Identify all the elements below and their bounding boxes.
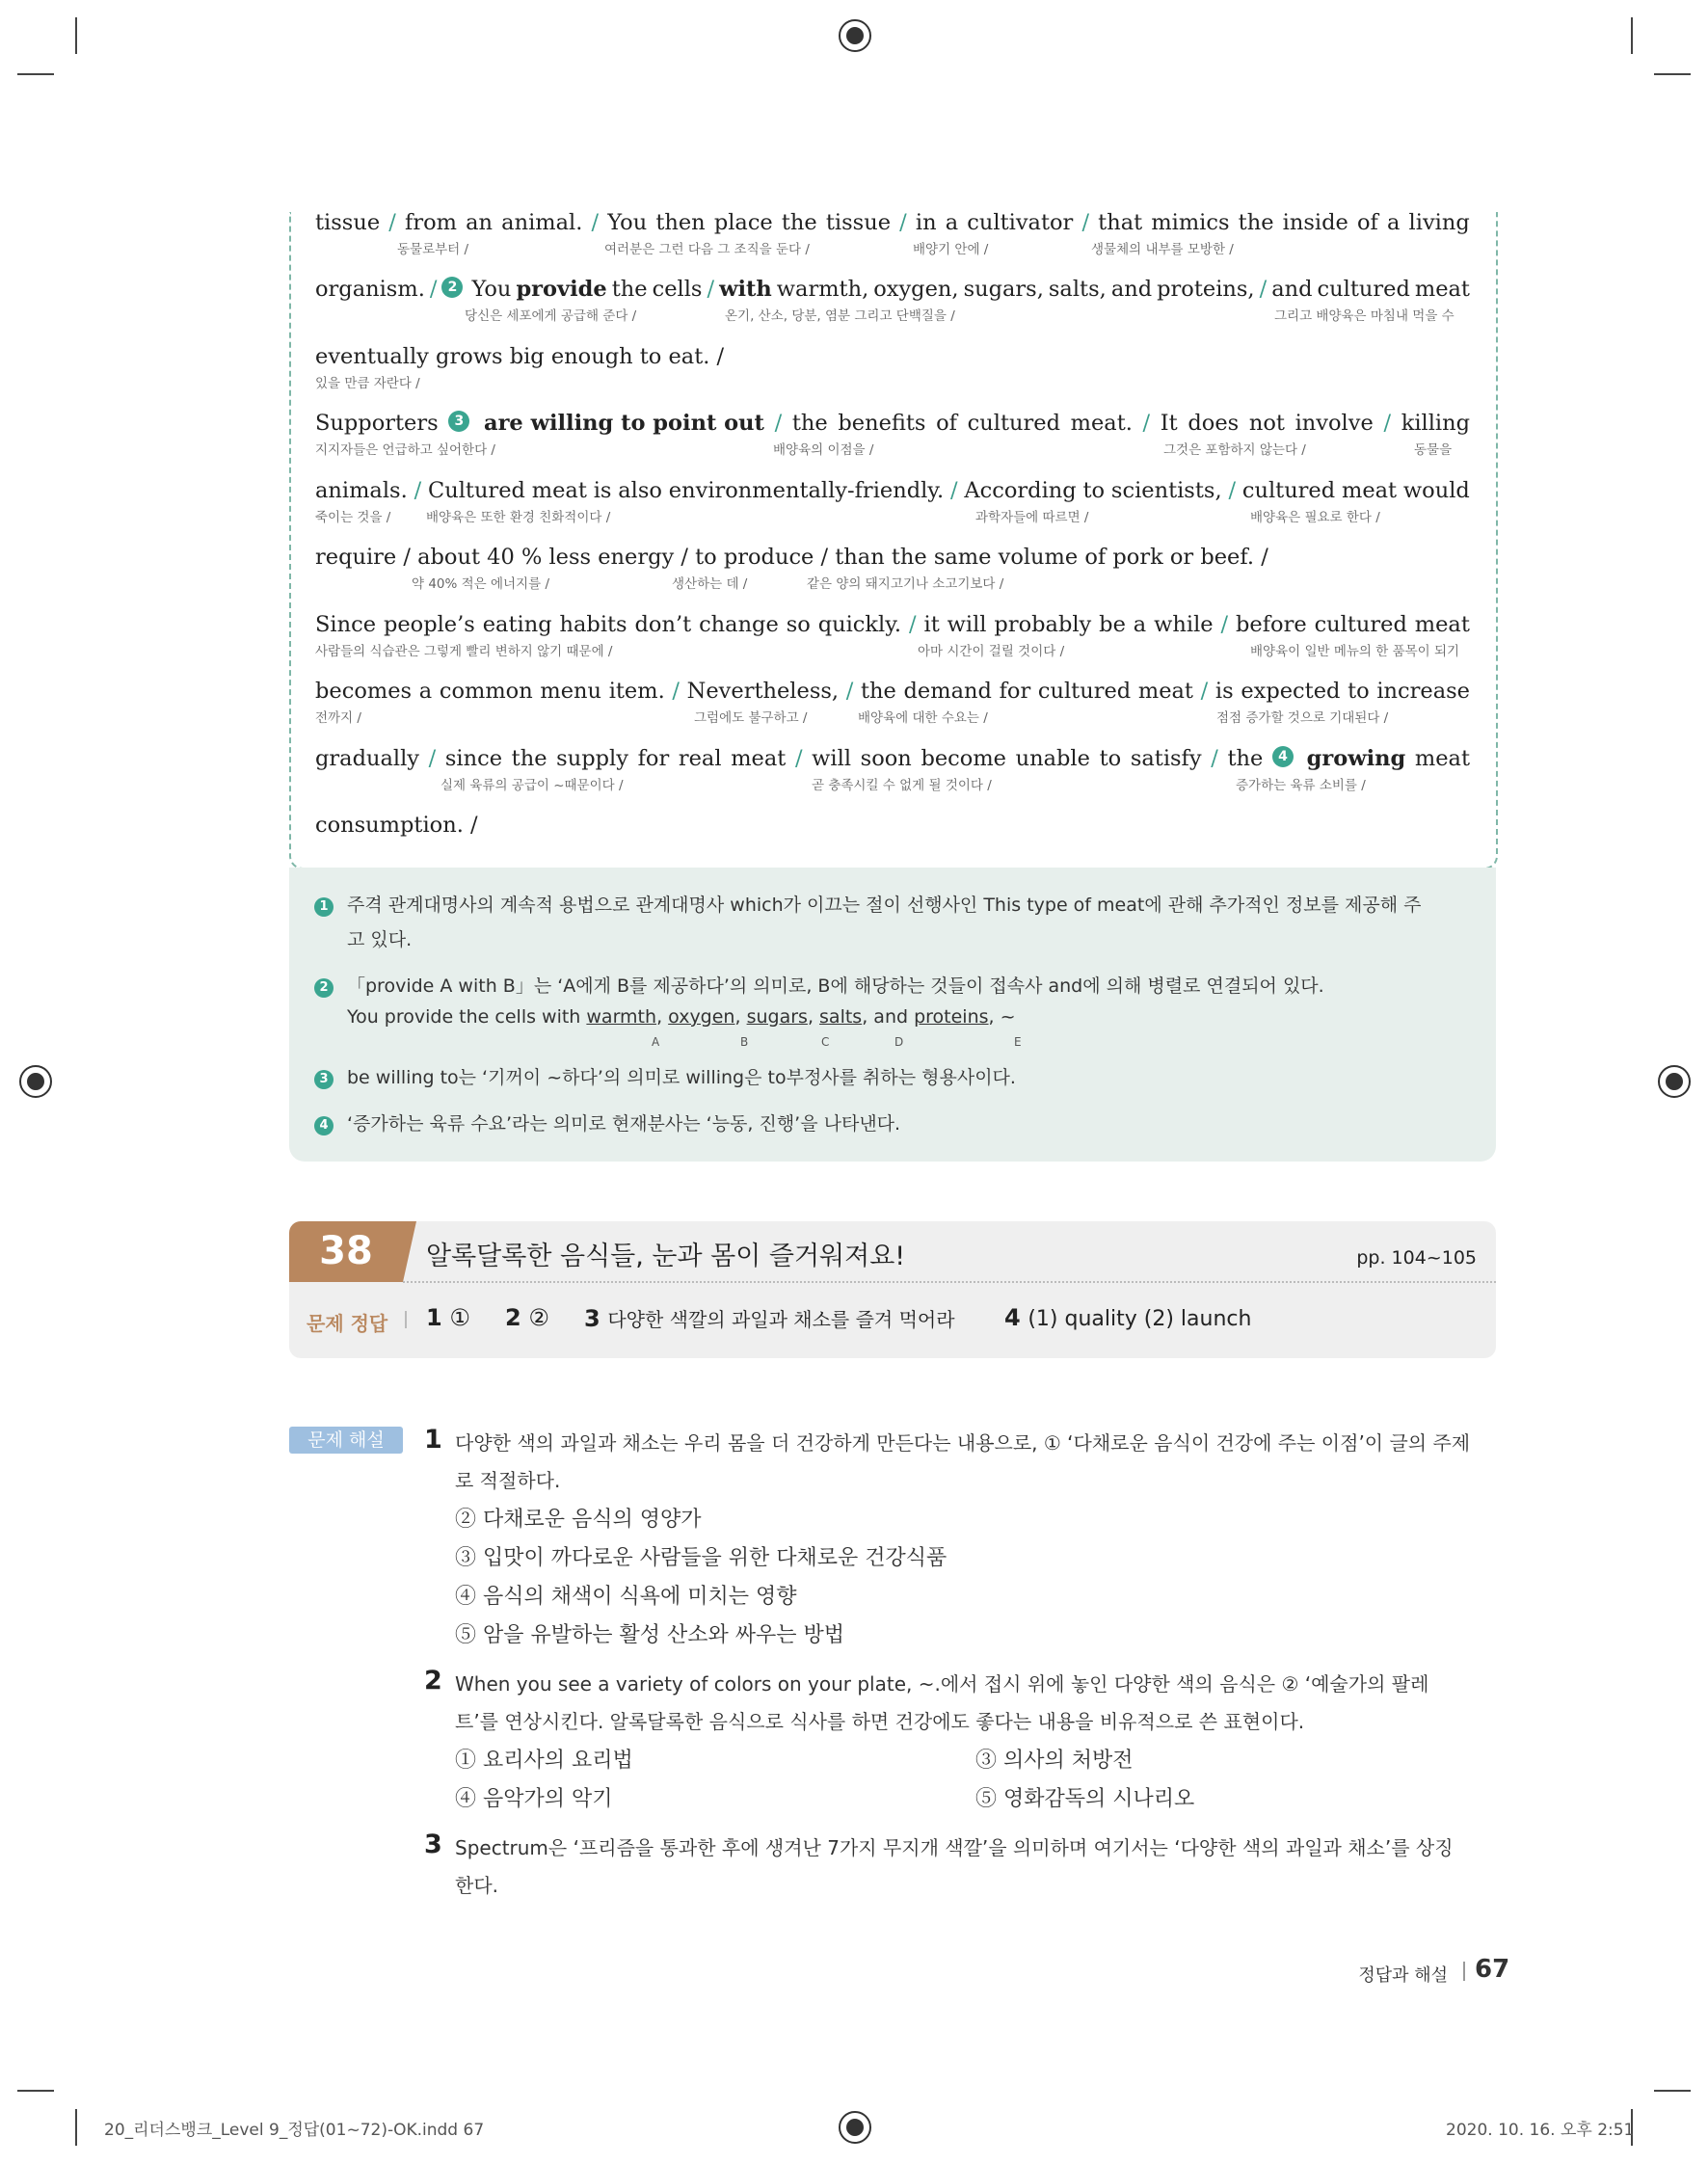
example-word-b: oxygen: [668, 1006, 735, 1028]
answer-2: 2 ②: [505, 1304, 549, 1331]
question-3-text-continued: 한다.: [455, 1874, 498, 1897]
chunk-slash: /: [388, 210, 396, 235]
english-word: while: [1154, 612, 1214, 637]
example-word-c: sugars: [746, 1006, 808, 1028]
english-word: place: [713, 210, 773, 235]
chunk-slash: /: [1383, 411, 1392, 436]
question-2-text-continued: 트’를 연상시킨다. 알록달록한 음식으로 식사를 하면 건강에도 좋다는 내용을 비유적으로 쓴 표현이다.: [455, 1710, 1305, 1733]
english-word: cultivator: [967, 210, 1074, 235]
chunk-slash: /: [707, 277, 715, 302]
english-word: cultured: [1037, 679, 1132, 704]
english-word: meat.: [1070, 411, 1133, 436]
english-word: supply: [556, 746, 628, 771]
english-word: oxygen,: [873, 277, 959, 302]
english-word: soon: [860, 746, 912, 771]
english-word: and: [1271, 277, 1313, 302]
english-word: Supporters: [315, 411, 439, 436]
header-divider: [403, 1281, 1496, 1283]
example-suffix: , ~: [988, 1006, 1016, 1028]
english-word: does: [1188, 411, 1240, 436]
english-word: consumption. /: [315, 813, 478, 838]
q1-option: ④ 음식의 채색이 식욕에 미치는 영향: [455, 1585, 797, 1609]
note-1-text: 주격 관계대명사의 계속적 용법으로 관계대명사 which가 이끄는 절이 선행사인 This type of meat에 관해 추가적인 정보를 제공해 주: [347, 895, 1422, 916]
english-word: an: [466, 210, 494, 235]
example-word-e: proteins: [914, 1006, 989, 1028]
english-word: meat: [531, 478, 587, 503]
note-3: [314, 1063, 1016, 1089]
english-line: [315, 612, 1470, 637]
chunk-slash: /: [774, 411, 783, 436]
korean-gloss: 여러분은 그런 다음 그 조직을 둔다 /: [604, 242, 810, 257]
reading-line: [315, 277, 1470, 344]
reading-line: [315, 210, 1470, 278]
korean-gloss: 약 40% 적은 에너지를 /: [412, 576, 550, 592]
explanation-badge: 문제 해설: [289, 1427, 403, 1454]
chunk-slash: /: [1220, 612, 1229, 637]
english-word: not: [1248, 411, 1285, 436]
english-word: cultured: [1241, 478, 1336, 503]
english-word: meat: [1414, 746, 1470, 771]
file-slug: 20_리더스뱅크_Level 9_정답(01~72)-OK.indd 67: [104, 2121, 485, 2140]
section-pages: pp. 104~105: [1356, 1247, 1477, 1269]
english-word: sugars,: [963, 277, 1044, 302]
note-4: [314, 1109, 900, 1135]
english-line: [315, 545, 1470, 570]
chunk-slash: /: [1081, 210, 1090, 235]
chunk-slash: /: [909, 612, 917, 637]
english-word: tissue: [315, 210, 381, 235]
example-and: and: [873, 1006, 909, 1028]
section-header: [289, 1221, 1496, 1358]
crop-mark: [17, 73, 54, 75]
label-b: B: [740, 1035, 749, 1049]
english-word: in: [915, 210, 937, 235]
english-word: gradually: [315, 746, 419, 771]
english-word: cultured: [1317, 277, 1410, 302]
english-word: be: [1099, 612, 1126, 637]
footer-label: 정답과 해설: [1358, 1965, 1448, 1986]
note-number-3: 3: [314, 1070, 334, 1089]
crop-mark: [1631, 17, 1633, 54]
example-word-a: warmth: [586, 1006, 657, 1028]
korean-gloss: 배양육의 이점을 /: [773, 442, 874, 458]
question-1-text-continued: 로 적절하다.: [455, 1469, 561, 1492]
chunk-slash: /: [794, 746, 803, 771]
section-title: 알록달록한 음식들, 눈과 몸이 즐거워져요!: [426, 1242, 906, 1271]
english-line: [315, 210, 1470, 235]
english-word: Nevertheless,: [686, 679, 840, 704]
korean-gloss: 전까지 /: [315, 710, 361, 726]
label-d: D: [894, 1035, 904, 1049]
reading-line: [315, 344, 1470, 412]
english-word: animal.: [501, 210, 583, 235]
english-word: before: [1236, 612, 1307, 637]
english-word: is: [593, 478, 612, 503]
english-word: organism.: [315, 277, 425, 302]
english-word: meat: [1414, 277, 1470, 302]
english-line: [315, 478, 1470, 503]
korean-gloss: 지지자들은 언급하고 싶어한다 /: [315, 442, 495, 458]
english-word: eating: [482, 612, 552, 637]
english-word: don’t: [634, 612, 692, 637]
chunk-slash: /: [1259, 277, 1268, 302]
english-word: real: [678, 746, 722, 771]
label-e: E: [1014, 1035, 1022, 1049]
registration-mark-icon: [839, 2111, 871, 2144]
english-word: of: [936, 411, 958, 436]
korean-gloss: 곧 충족시킬 수 없게 될 것이다 /: [812, 778, 992, 793]
english-word: that: [1098, 210, 1143, 235]
question-3-text: Spectrum은 ‘프리즘을 통과한 후에 생겨난 7가지 무지개 색깔’을 의미하며 여기서는 ‘다양한 색의 과일과 채소’를 상징: [455, 1836, 1454, 1859]
english-word: environmentally-friendly.: [668, 478, 945, 503]
answer-4: 4 (1) quality (2) launch: [1004, 1304, 1252, 1331]
example-prefix: You provide the cells with: [347, 1006, 587, 1028]
english-word: becomes: [315, 679, 413, 704]
english-word: animals.: [315, 478, 408, 503]
note-number-1: 1: [314, 897, 334, 917]
english-word: cells: [652, 277, 703, 302]
chunk-slash: /: [672, 679, 680, 704]
crop-mark: [1654, 73, 1691, 75]
english-word: warmth,: [776, 277, 869, 302]
chunk-slash: /: [428, 746, 437, 771]
english-word: for: [999, 679, 1031, 704]
english-word: You: [471, 277, 512, 302]
english-word: item.: [608, 679, 665, 704]
english-word: the: [1238, 210, 1274, 235]
english-word: probably: [994, 612, 1092, 637]
english-word: Cultured: [428, 478, 525, 503]
english-word: from: [405, 210, 457, 235]
english-word: then: [655, 210, 706, 235]
english-word: cultured: [967, 411, 1060, 436]
english-word: and: [1110, 277, 1153, 302]
crop-mark: [1654, 2090, 1691, 2092]
english-word: change: [699, 612, 779, 637]
english-word: inside: [1282, 210, 1348, 235]
english-word: require / about 40 % less energy / to produce / than the same volume of pork or beef. /: [315, 545, 1268, 570]
english-word: it: [923, 612, 940, 637]
korean-gloss: 생산하는 데 /: [672, 576, 748, 592]
note-2: [314, 972, 1324, 998]
korean-gloss: 실제 육류의 공급이 ~때문이다 /: [440, 778, 624, 793]
english-line: [315, 679, 1470, 704]
english-word: growing: [1306, 746, 1406, 771]
print-timestamp: 2020. 10. 16. 오후 2:51: [1446, 2121, 1635, 2140]
korean-gloss: 배양기 안에 /: [913, 242, 989, 257]
footer-divider: [1463, 1962, 1465, 1981]
english-word: mimics: [1151, 210, 1230, 235]
crop-mark: [75, 2109, 77, 2146]
english-word: will: [812, 746, 852, 771]
reading-line: [315, 746, 1470, 814]
english-line: [315, 344, 1470, 369]
english-word: for: [637, 746, 670, 771]
answer-1: 1 ①: [426, 1304, 470, 1331]
english-word: to: [1099, 746, 1122, 771]
english-word: Since: [315, 612, 377, 637]
korean-gloss: 그것은 포함하지 않는다 /: [1163, 442, 1306, 458]
english-word: are willing to point out: [484, 411, 764, 436]
english-word: a: [1133, 612, 1147, 637]
label-a: A: [652, 1035, 660, 1049]
chunk-slash: /: [414, 478, 422, 503]
note-3-text: be willing to는 ‘기꺼이 ~하다’의 의미로 willing은 to부정사를 취하는 형용사이다.: [347, 1067, 1016, 1088]
english-word: meat: [1137, 679, 1193, 704]
question-1-text: 다양한 색의 과일과 채소는 우리 몸을 더 건강하게 만든다는 내용으로, ① ‘다채로운 음식이 건강에 주는 이점’이 글의 주제: [455, 1431, 1471, 1455]
english-word: scientists,: [1110, 478, 1222, 503]
english-word: demand: [903, 679, 992, 704]
english-word: salts,: [1048, 277, 1107, 302]
english-word: would: [1402, 478, 1470, 503]
english-word: a: [945, 210, 959, 235]
english-word: the: [511, 746, 547, 771]
registration-mark-icon: [19, 1065, 52, 1098]
question-1-number: 1: [424, 1425, 442, 1455]
reading-line: [315, 679, 1470, 746]
korean-gloss: 같은 양의 돼지고기나 소고기보다 /: [807, 576, 1004, 592]
chunk-slash: /: [1211, 746, 1218, 771]
english-line: [315, 813, 1470, 838]
note-4-text: ‘증가하는 육류 수요’라는 의미로 현재분사는 ‘능동, 진행’을 나타낸다.: [347, 1113, 901, 1135]
english-word: living: [1408, 210, 1470, 235]
english-word: menu: [540, 679, 602, 704]
korean-gloss: 증가하는 육류 소비를 /: [1236, 778, 1366, 793]
q1-option: ③ 입맛이 까다로운 사람들을 위한 다채로운 건강식품: [455, 1546, 947, 1570]
english-word: meat: [1414, 612, 1470, 637]
chunk-slash: /: [950, 478, 958, 503]
chunk-slash: /: [1142, 411, 1151, 436]
korean-gloss: 죽이는 것을 /: [315, 510, 391, 525]
chunk-slash: /: [591, 210, 600, 235]
english-word: provide: [516, 277, 607, 302]
note-marker: 4: [1272, 746, 1294, 767]
english-word: so: [786, 612, 811, 637]
grammar-notes-box: [289, 868, 1496, 1162]
english-line: [315, 746, 1470, 771]
reading-line: [315, 545, 1470, 612]
section-number: 38: [289, 1221, 403, 1282]
english-word: people’s: [383, 612, 475, 637]
q2-option: ⑤ 영화감독의 시나리오: [975, 1787, 1195, 1811]
english-word: become: [921, 746, 1006, 771]
english-word: the: [781, 210, 817, 235]
answer-label: 문제 정답: [307, 1312, 388, 1335]
korean-gloss: 사람들의 식습관은 그렇게 빨리 변하지 않기 때문에 /: [315, 644, 613, 659]
english-word: You: [607, 210, 648, 235]
english-word: to: [1348, 679, 1370, 704]
korean-gloss: 과학자들에 따르면 /: [975, 510, 1089, 525]
note-2-text: 「provide A with B」는 ‘A에게 B를 제공하다’의 의미로, B에 해당하는 것들이 접속사 and에 의해 병렬로 연결되어 있다.: [347, 975, 1324, 997]
korean-gloss: 점점 증가할 것으로 기대된다 /: [1216, 710, 1389, 726]
chunk-slash: /: [899, 210, 907, 235]
english-word: of: [1356, 210, 1378, 235]
english-word: tissue: [825, 210, 892, 235]
note-number-2: 2: [314, 978, 334, 998]
english-word: habits: [559, 612, 627, 637]
korean-gloss: 그리고 배양육은 마침내 먹을 수: [1274, 308, 1454, 324]
note-2-example: You provide the cells with warmth, oxygen, sugars, salts, and proteins, ~: [347, 1006, 1016, 1028]
english-word: expected: [1241, 679, 1341, 704]
answer-3: 3 다양한 색깔의 과일과 채소를 즐겨 먹어라: [584, 1305, 955, 1332]
registration-mark-icon: [839, 19, 871, 52]
note-number-4: 4: [314, 1116, 334, 1135]
english-word: killing: [1401, 411, 1470, 436]
question-2-text: When you see a variety of colors on your plate, ~.에서 접시 위에 놓인 다양한 색의 음식은 ② ‘예술가의 팔레: [455, 1672, 1429, 1696]
chunk-slash: /: [1200, 679, 1209, 704]
english-word: According: [964, 478, 1077, 503]
english-word: benefits: [838, 411, 926, 436]
english-word: the: [791, 411, 828, 436]
english-word: will: [947, 612, 987, 637]
english-word: also: [618, 478, 662, 503]
korean-gloss: 배양육은 필요로 한다 /: [1250, 510, 1380, 525]
note-1-continued: 고 있다.: [347, 929, 413, 950]
example-word-d: salts: [819, 1006, 863, 1028]
q2-option: ④ 음악가의 악기: [455, 1787, 613, 1811]
korean-gloss: 있을 만큼 자란다 /: [315, 376, 420, 391]
q2-option: ① 요리사의 요리법: [455, 1749, 633, 1773]
english-word: the: [611, 277, 648, 302]
english-word: since: [444, 746, 503, 771]
korean-gloss: 배양육에 대한 수요는 /: [858, 710, 988, 726]
crop-mark: [17, 2090, 54, 2092]
note-marker: 3: [448, 411, 469, 432]
english-line: [315, 277, 1470, 302]
registration-mark-icon: [1658, 1065, 1691, 1098]
english-word: common: [439, 679, 533, 704]
english-word: with: [719, 277, 772, 302]
english-line: [315, 411, 1470, 436]
english-word: cultured: [1314, 612, 1407, 637]
english-word: satisfy: [1130, 746, 1202, 771]
english-word: proteins,: [1157, 277, 1255, 302]
english-word: a: [418, 679, 433, 704]
korean-gloss: 배양육이 일반 메뉴의 한 품목이 되기: [1250, 644, 1460, 659]
english-word: meat: [1341, 478, 1398, 503]
english-word: It: [1160, 411, 1178, 436]
note-marker: 2: [441, 277, 463, 298]
english-word: quickly.: [817, 612, 902, 637]
q1-option: ⑤ 암을 유발하는 활성 산소와 싸우는 방법: [455, 1623, 844, 1647]
page-number: 67: [1475, 1955, 1510, 1984]
question-2-number: 2: [424, 1666, 442, 1696]
korean-gloss: 동물로부터 /: [397, 242, 469, 257]
question-3-number: 3: [424, 1830, 442, 1859]
english-word: unable: [1015, 746, 1090, 771]
english-word: meat: [731, 746, 787, 771]
korean-gloss: 아마 시간이 걸릴 것이다 /: [918, 644, 1065, 659]
crop-mark: [75, 17, 77, 54]
english-word: a: [1386, 210, 1401, 235]
english-word: the: [861, 679, 896, 704]
chunk-slash: /: [429, 277, 438, 302]
reading-line: [315, 411, 1470, 478]
chunk-slash: /: [845, 679, 854, 704]
korean-gloss: 온기, 산소, 당분, 염분 그리고 단백질을 /: [725, 308, 955, 324]
korean-gloss: 당신은 세포에게 공급해 준다 /: [465, 308, 637, 324]
korean-gloss: 동물을: [1414, 442, 1453, 458]
reading-line: [315, 612, 1470, 680]
reading-line: [315, 478, 1470, 546]
label-c: C: [821, 1035, 830, 1049]
english-word: the: [1227, 746, 1264, 771]
english-word: is: [1214, 679, 1234, 704]
korean-gloss: 생물체의 내부를 모방한 /: [1091, 242, 1234, 257]
english-word: to: [1082, 478, 1106, 503]
english-word: increase: [1376, 679, 1470, 704]
note-1: [314, 891, 1421, 917]
chunk-slash: /: [1228, 478, 1237, 503]
english-word: involve: [1294, 411, 1374, 436]
answer-separator: [405, 1311, 407, 1328]
q2-option: ③ 의사의 처방전: [975, 1749, 1134, 1773]
english-word: eventually grows big enough to eat. /: [315, 344, 725, 369]
korean-gloss: 그럼에도 불구하고 /: [694, 710, 808, 726]
q1-option: ② 다채로운 음식의 영양가: [455, 1508, 702, 1532]
korean-gloss: 배양육은 또한 환경 친화적이다 /: [426, 510, 611, 525]
